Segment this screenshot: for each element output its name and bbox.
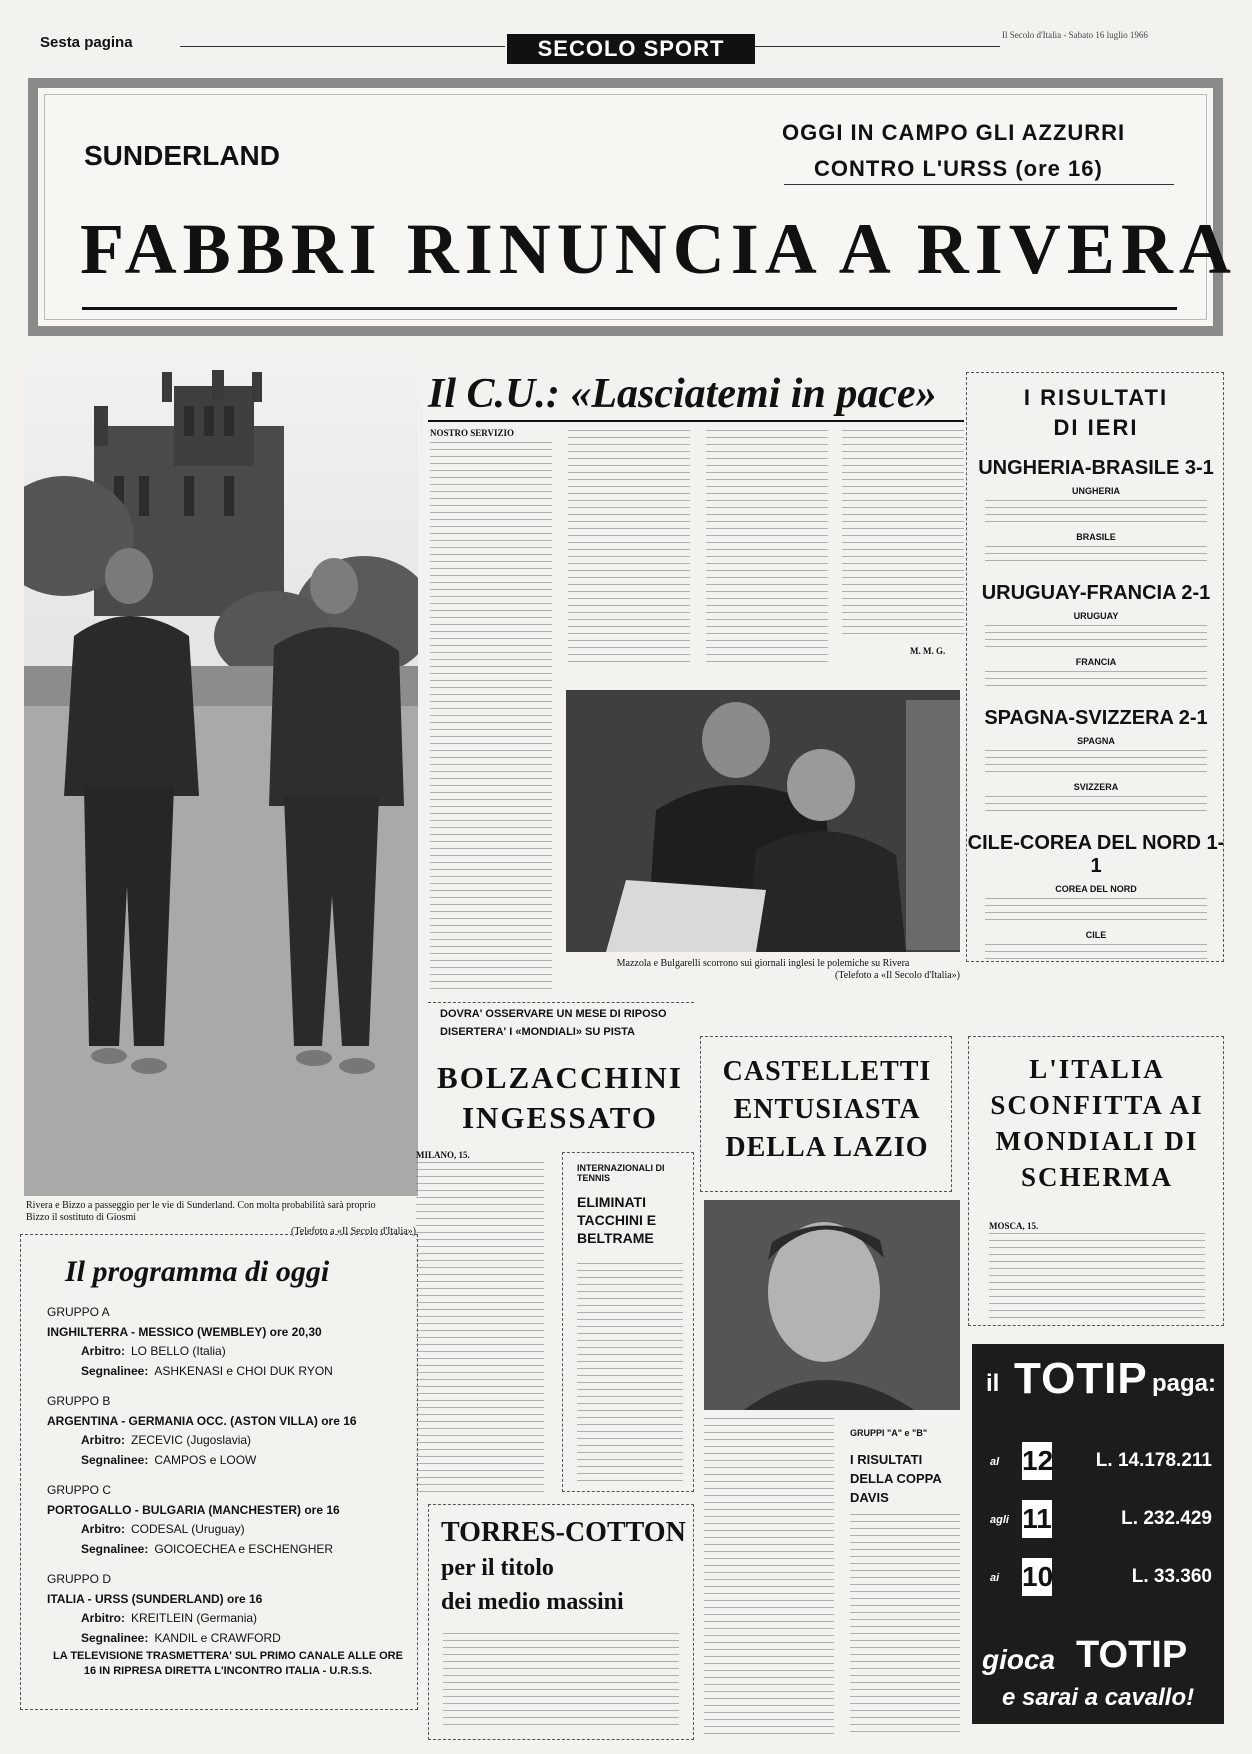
result-lineup [985,671,1207,691]
kicker-location: SUNDERLAND [84,140,280,171]
match-line: ARGENTINA - GERMANIA OCC. (ASTON VILLA) ore 16 [47,1414,357,1428]
result-item [967,457,1225,566]
result-lineup [985,750,1207,778]
prize-label: ai [990,1572,1000,1584]
referee-label: Arbitro: [81,1611,125,1625]
prize-points: 12 [1022,1442,1052,1480]
kicker-line-2: CONTRO L'URSS (ore 16) [814,156,1103,181]
referee-row [81,1609,407,1627]
linesmen-row [81,1540,407,1558]
results-title-2: DI IERI [1053,415,1139,440]
article-headline [428,370,964,418]
divider [428,1002,694,1003]
linesmen-names: GOICOECHEA e ESCHENGHER [154,1542,334,1556]
referee-row [81,1342,407,1360]
tennis-kicker: INTERNAZIONALI DI TENNIS [577,1163,665,1183]
referee-name: CODESAL (Uruguay) [131,1522,245,1536]
headline-underline [82,307,1177,310]
article-signature: M. M. G. [910,646,946,656]
scherma-box [968,1036,1224,1326]
linesmen-label: Segnalinee: [81,1364,149,1378]
linesmen-names: CAMPOS e LOOW [154,1453,257,1467]
davis-kicker: GRUPPI "A" e "B" [850,1428,928,1438]
result-lineup [985,625,1207,653]
linesmen-row [81,1629,407,1647]
result-score: URUGUAY-FRANCIA 2-1 [981,582,1211,604]
article-headline-text: Il C.U.: «Lasciatemi in pace» [428,371,937,417]
mid-photo [566,690,960,952]
davis-headline: I RISULTATI DELLA COPPA DAVIS [850,1452,942,1505]
totip-slogan-b: TOTIP [1076,1634,1188,1676]
referee-label: Arbitro: [81,1522,125,1536]
divider [180,46,505,47]
result-item [967,832,1225,964]
programma-group [47,1572,407,1647]
article-dateline: NOSTRO SERVIZIO [430,428,514,438]
bolzacchini-kicker-1: DOVRA' OSSERVARE UN MESE DI RIPOSO [440,1008,667,1020]
linesmen-names: KANDIL e CRAWFORD [154,1631,281,1645]
result-lineup [985,796,1207,816]
result-team-1: SPAGNA [1077,736,1115,746]
torres-headline-3: dei medio massini [441,1589,624,1615]
result-score: SPAGNA-SVIZZERA 2-1 [984,707,1208,729]
result-team-1: UNGHERIA [1071,486,1120,496]
programma-list [47,1305,407,1661]
linesmen-label: Segnalinee: [81,1542,149,1556]
scherma-dateline: MOSCA, 15. [989,1221,1039,1231]
article-body-column [706,430,828,668]
result-team-1: URUGUAY [1073,611,1119,621]
divider [428,420,964,422]
referee-row [81,1431,407,1449]
totip-brand: TOTIP [1014,1354,1148,1403]
article-body-column [842,430,964,640]
castelletti-box [700,1036,952,1192]
result-team-2: FRANCIA [1075,657,1117,667]
result-score: CILE-COREA DEL NORD 1-1 [967,832,1225,877]
match-line: PORTOGALLO - BULGARIA (MANCHESTER) ore 16 [47,1503,340,1517]
programma-group [47,1394,407,1469]
match-line: ITALIA - URSS (SUNDERLAND) ore 16 [47,1592,263,1606]
main-photo [24,366,418,1196]
results-list [967,457,1225,980]
result-lineup [985,500,1207,528]
programma-box [20,1234,418,1710]
totip-ad [972,1344,1224,1724]
result-lineup [985,944,1207,964]
prize-label: agli [990,1514,1009,1526]
results-box [966,372,1224,962]
tennis-headline: ELIMINATI TACCHINI E BELTRAME [577,1194,657,1246]
tennis-box [562,1152,694,1492]
referee-name: LO BELLO (Italia) [131,1344,226,1358]
linesmen-label: Segnalinee: [81,1631,149,1645]
page-section-label: Sesta pagina [40,34,133,51]
prize-amount: L. 33.360 [1131,1566,1212,1587]
bolzacchini-body [416,1162,544,1492]
results-title-1: I RISULTATI [1023,385,1169,410]
result-item [967,582,1225,691]
totip-prize-row [972,1436,1224,1494]
article-body-column [430,442,552,992]
tennis-body [577,1263,683,1481]
result-lineup [985,546,1207,566]
torres-body [443,1633,679,1729]
scherma-headline: L'ITALIA SCONFITTA AI MONDIALI DI SCHERMA [990,1054,1204,1192]
match-line: INGHILTERRA - MESSICO (WEMBLEY) ore 20,30 [47,1325,322,1339]
kicker-line-1: OGGI IN CAMPO GLI AZZURRI [782,120,1126,145]
result-score: UNGHERIA-BRASILE 3-1 [978,457,1214,479]
prize-amount: L. 14.178.211 [1095,1450,1212,1471]
programma-title: Il programma di oggi [65,1255,330,1288]
result-team-2: CILE [1085,930,1107,940]
referee-name: ZECEVIC (Jugoslavia) [131,1433,252,1447]
linesmen-label: Segnalinee: [81,1453,149,1467]
tv-note: LA TELEVISIONE TRASMETTERA' SUL PRIMO CANALE ALLE ORE 16 IN RIPRESA DIRETTA L'INCONTRO ITALIA - U.R.S.S. [53,1650,403,1677]
programma-group [47,1305,407,1380]
article-body-column [568,430,690,668]
totip-brand-suffix: paga: [1152,1370,1217,1397]
result-lineup [985,898,1207,926]
photo-caption: Rivera e Bizzo a passeggio per le vie di Sunderland. Con molta probabilità sarà proprio Bizzo il sostituto di Giosmi [26,1200,376,1223]
bolzacchini-kicker-2: DISERTERA' I «MONDIALI» SU PISTA [440,1026,635,1038]
mid-photo-caption: Mazzola e Bulgarelli scorrono sui giornali inglesi le polemiche su Rivera [616,958,910,969]
divider [784,184,1174,185]
result-team-2: SVIZZERA [1073,782,1119,792]
castelletti-body [704,1418,834,1734]
group-label: GRUPPO A [47,1305,110,1319]
group-label: GRUPPO B [47,1394,111,1408]
bolzacchini-dateline: MILANO, 15. [416,1150,470,1160]
totip-prizes [972,1436,1224,1610]
castelletti-headline: CASTELLETTI ENTUSIASTA DELLA LAZIO [722,1056,932,1163]
davis-body [850,1514,960,1734]
linesmen-row [81,1451,407,1469]
linesmen-names: ASHKENASI e CHOI DUK RYON [154,1364,333,1378]
prize-amount: L. 232.429 [1121,1508,1212,1529]
result-team-1: COREA DEL NORD [1055,884,1137,894]
prize-points: 10 [1022,1558,1052,1596]
linesmen-row [81,1362,407,1380]
group-label: GRUPPO C [47,1483,112,1497]
prize-points: 11 [1022,1500,1052,1538]
section-banner: SECOLO SPORT [507,34,755,64]
prize-label: al [990,1456,1000,1468]
torres-box [428,1504,694,1740]
dateline-masthead: Il Secolo d'Italia - Sabato 16 luglio 1966 [1002,30,1148,40]
totip-prize-row [972,1494,1224,1552]
referee-label: Arbitro: [81,1433,125,1447]
divider [755,46,1000,47]
totip-brand-prefix: il [986,1370,1000,1397]
totip-slogan-a: gioca [982,1644,1056,1675]
scherma-body [989,1233,1205,1319]
totip-slogan-2: e sarai a cavallo! [1002,1684,1195,1711]
result-item [967,707,1225,816]
mid-photo-credit: (Telefoto a «Il Secolo d'Italia») [835,970,960,981]
referee-name: KREITLEIN (Germania) [131,1611,258,1625]
group-label: GRUPPO D [47,1572,112,1586]
torres-headline-2: per il titolo [441,1555,554,1581]
referee-label: Arbitro: [81,1344,125,1358]
referee-row [81,1520,407,1538]
bolzacchini-headline: BOLZACCHINI INGESSATO [437,1060,683,1135]
castelletti-photo [704,1200,960,1410]
main-headline: FABBRI RINUNCIA A RIVERA [80,209,1237,289]
totip-prize-row [972,1552,1224,1610]
programma-group [47,1483,407,1558]
torres-headline-1: TORRES-COTTON [441,1517,686,1548]
photo-credit: (Telefoto a «Il Secolo d'Italia») [291,1226,416,1237]
result-team-2: BRASILE [1076,532,1116,542]
